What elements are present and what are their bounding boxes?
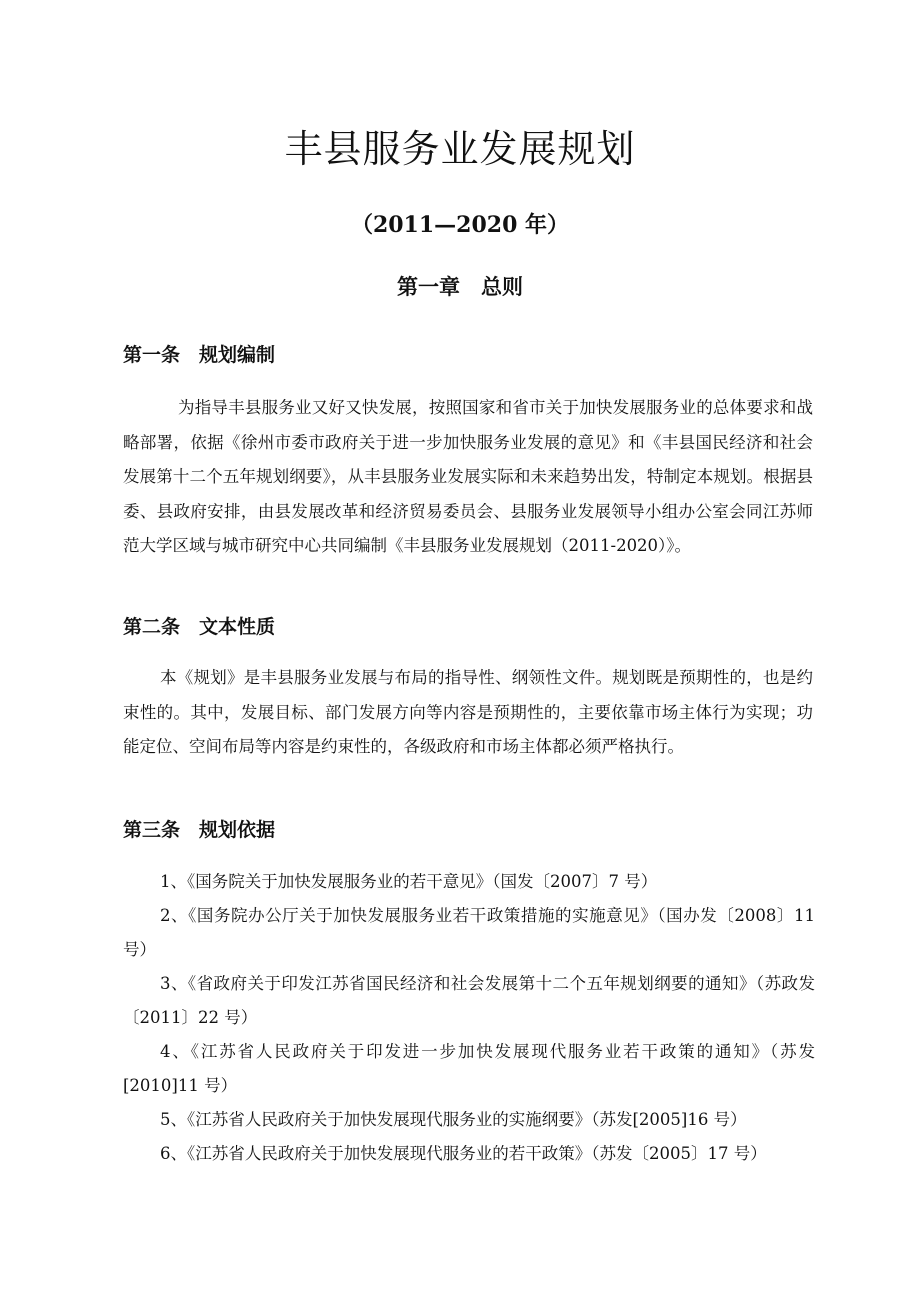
document-title: 丰县服务业发展规划	[284, 127, 636, 171]
article-1-heading: 第一条 规划编制	[123, 344, 276, 366]
document-subtitle: （2011—2020 年）	[350, 212, 570, 238]
chapter-heading: 第一章 总则	[397, 275, 523, 299]
reference-item: 5、《江苏省人民政府关于加快发展现代服务业的实施纲要》（苏发[2005]16 号）	[160, 1110, 747, 1129]
article-2-body: 本《规划》是丰县服务业发展与布局的指导性、纲领性文件。规划既是预期性的，也是约束性的。其中，发展目标、部门发展方向等内容是预期性的，主要依靠市场主体行为实现；功能定位、空间布局等内容是约束性的，各级政府和市场主体都必须严格执行。	[123, 668, 813, 756]
article-1-body: 为指导丰县服务业又好又快发展，按照国家和省市关于加快发展服务业的总体要求和战略部署，依据《徐州市委市政府关于进一步加快服务业发展的意见》和《丰县国民经济和社会发展第十二个五年规划纲要》，从丰县服务业发展实际和未来趋势出发，特制定本规划。根据县委、县政府安排，由县发展改革和经济贸易委员会、县服务业发展领导小组办公室会同江苏师范大学区域与城市研究中心共同编制《丰县服务业发展规划（2011-2020）》。	[123, 398, 813, 555]
reference-item: 4、《江苏省人民政府关于印发进一步加快发展现代服务业若干政策的通知》（苏发[2010]11 号）	[123, 1042, 815, 1095]
article-3-heading: 第三条 规划依据	[123, 819, 276, 841]
article-2-heading: 第二条 文本性质	[123, 616, 276, 638]
reference-item: 6、《江苏省人民政府关于加快发展现代服务业的若干政策》（苏发〔2005〕17 号）	[160, 1144, 767, 1163]
reference-item: 3、《省政府关于印发江苏省国民经济和社会发展第十二个五年规划纲要的通知》（苏政发〔2011〕22 号）	[123, 974, 815, 1027]
reference-item: 1、《国务院关于加快发展服务业的若干意见》（国发〔2007〕7 号）	[160, 872, 658, 891]
reference-item: 2、《国务院办公厅关于加快发展服务业若干政策措施的实施意见》（国办发〔2008〕11 号）	[123, 906, 815, 959]
